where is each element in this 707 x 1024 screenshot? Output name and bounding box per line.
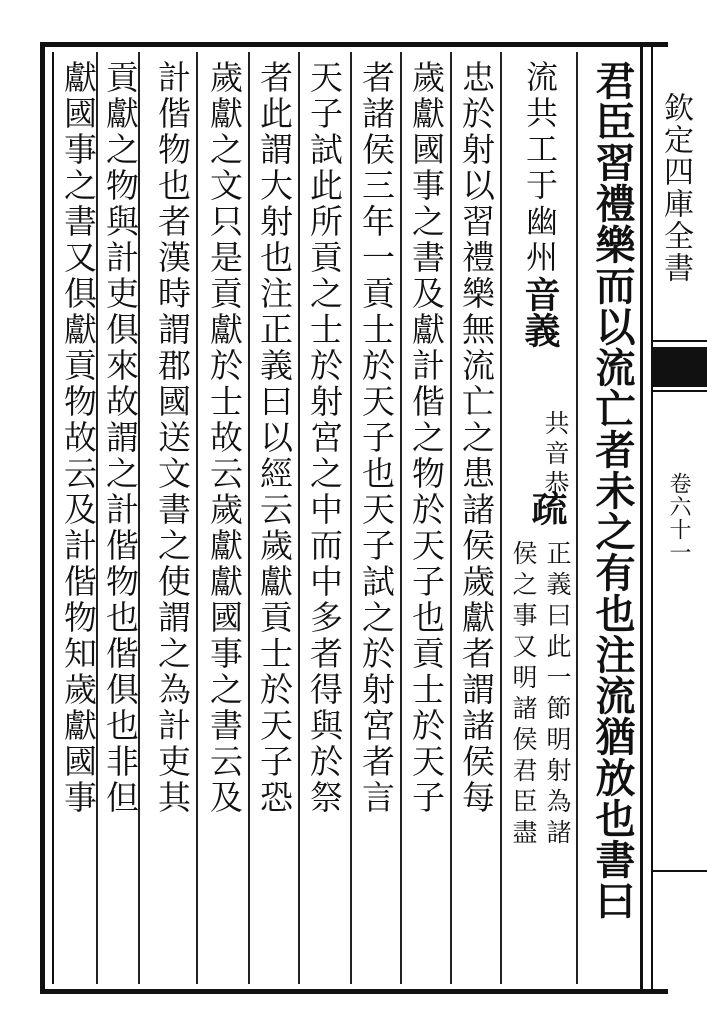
column-rule	[576, 52, 578, 984]
column-rule	[450, 52, 452, 984]
edge-divider	[651, 390, 707, 392]
shu-marker: 疏	[526, 490, 568, 526]
column-rule	[400, 52, 402, 984]
yinyi-marker: 音義	[519, 276, 561, 348]
column-rule	[248, 52, 250, 984]
text-column: 獻國事之書又俱獻貢物故云及計偕物知歲獻國事	[59, 60, 98, 816]
page-edge	[640, 42, 707, 994]
book-title: 欽定四庫全書	[658, 92, 693, 284]
column-rule	[196, 52, 198, 984]
volume-label: 卷六十一	[666, 472, 691, 564]
edge-divider	[651, 870, 707, 872]
inner-border-line	[52, 52, 54, 984]
text-column: 計偕物也者漢時謂郡國送文書之使謂之為計吏其	[153, 60, 192, 816]
main-text-column: 君臣習禮樂而以流亡者未之有也注流猶放也書曰	[589, 60, 636, 921]
shu-text-left: 侯之事又明諸侯君臣盡	[509, 540, 538, 850]
text-column: 者諸侯三年一貢士於天子也天子試之於射宮者言	[357, 60, 396, 816]
pronunciation-note: 共音恭	[541, 410, 570, 500]
text-column: 歲獻之文只是貢獻於士故云歲獻獻國事之書云及	[205, 60, 244, 816]
column-rule	[500, 52, 502, 984]
text-column: 天子試此所貢之士於射宮之中而中多者得與於祭	[305, 60, 344, 816]
edge-rule	[651, 42, 653, 994]
text-column: 歲獻國事之書及獻計偕之物於天子也貢士於天子	[407, 60, 446, 816]
edge-divider	[651, 340, 707, 342]
text-column: 貢獻之物與計吏俱來故謂之計偕物也偕俱也非但	[101, 60, 140, 816]
commentary-text: 流共工于幽州	[521, 60, 559, 276]
column-rule	[350, 52, 352, 984]
text-column: 忠於射以習禮樂無流亡之患諸侯歲獻者謂諸侯每	[457, 60, 496, 816]
fish-tail-mark	[651, 347, 707, 387]
text-column: 者此謂大射也注正義曰以經云歲獻貢士於天子恐	[255, 60, 294, 816]
column-rule	[298, 52, 300, 984]
shu-text-right: 正義曰此一節明射為諸	[543, 540, 572, 850]
